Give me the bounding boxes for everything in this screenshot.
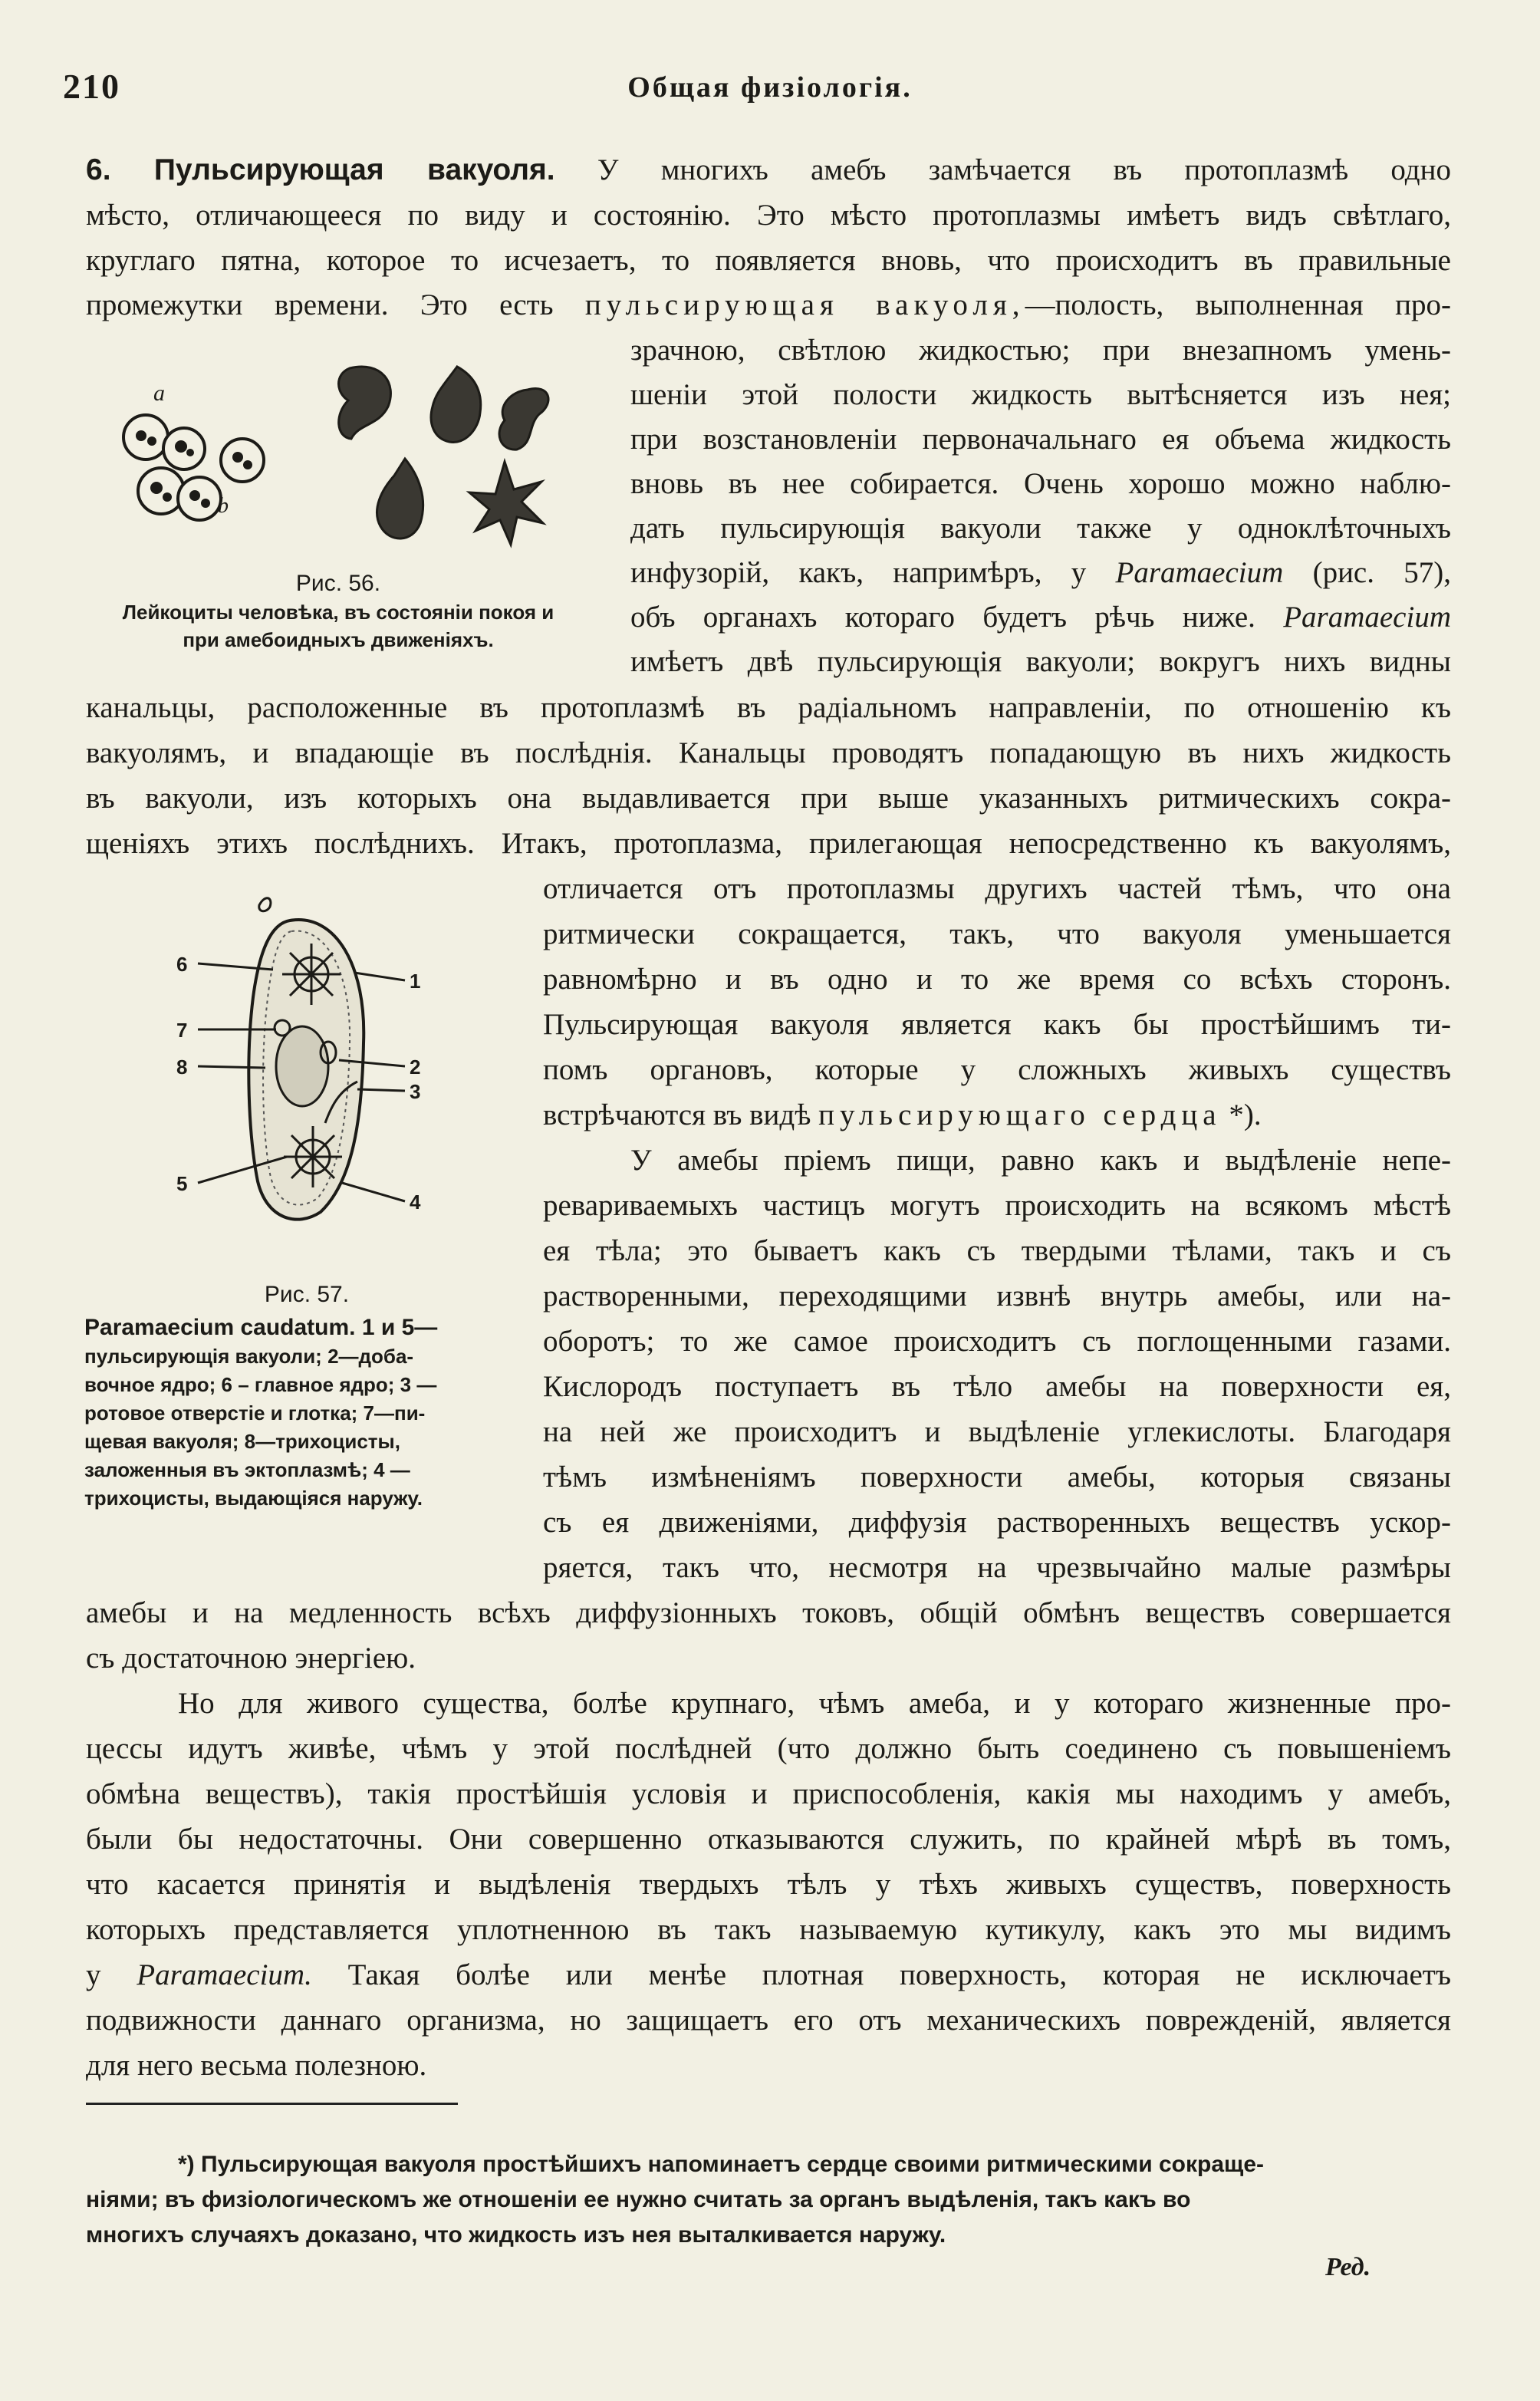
text-line: мѣсто, отличающееся по виду и состоянію. Это мѣсто протоплазмы имѣетъ видъ свѣтлаго, (86, 199, 1451, 232)
text-line: щеніяхъ этихъ послѣднихъ. Итакъ, протоплазма, прилегающая непосредственно къ вакуолямъ, (86, 827, 1451, 860)
text-span: *). (1229, 1098, 1262, 1131)
footnote-line: *) Пульсирующая вакуоля простѣйшихъ напоминаетъ сердце своими ритмическими сокраще- (178, 2152, 1265, 2177)
text-line: Пульсирующая вакуоля является какъ бы простѣйшимъ ти- (543, 1008, 1451, 1041)
figure-57-caption-line: пульсирующія вакуоли; 2—доба- (84, 1345, 414, 1368)
figure-label-7: 7 (176, 1019, 188, 1042)
text-line (86, 151, 1451, 189)
amoeboid-cell (377, 459, 423, 538)
figure-56-title: Рис. 56. (295, 571, 381, 596)
text-line: вакуолямъ, и впадающіе въ послѣднія. Канальцы проводятъ попадающую въ нихъ жидкость (86, 736, 1451, 769)
text-line: при возстановленіи первоначальнаго ея объема жидкость (630, 423, 1451, 456)
paramaecium-mouth-cilia (259, 898, 271, 911)
text-line: оборотъ; то же самое происходитъ съ поглощенными газами. (543, 1325, 1451, 1358)
text-line (630, 554, 1451, 592)
footnote-signature: Ред. (1325, 2253, 1371, 2281)
amoeboid-cell (499, 389, 548, 450)
text-line: Кислородъ поступаетъ въ тѣло амебы на поверхности ея, (543, 1370, 1451, 1403)
text-span: (рис. 57), (1312, 556, 1452, 589)
figure-56-caption-line: Лейкоциты человѣка, въ состояніи покоя и (122, 601, 554, 624)
text-span: встрѣчаются въ видѣ (543, 1098, 811, 1131)
text-line: растворенными, переходящими извнѣ внутрь амебы, или на- (543, 1280, 1451, 1312)
text-line: зрачною, свѣтлою жидкостью; при внезапномъ умень- (630, 334, 1451, 367)
main-nucleus (276, 1026, 328, 1106)
figure-56-caption-line: при амебоидныхъ движеніяхъ. (183, 628, 494, 651)
italic-term: Paramaecium (1283, 601, 1451, 634)
figure-57-caption-line: Paramaecium caudatum. 1 и 5— (84, 1315, 438, 1340)
leucocyte-cell (221, 439, 264, 482)
figure-label-b: b (218, 494, 229, 518)
text-line: съ достаточною энергіею. (86, 1642, 416, 1675)
text-line: Но для живого существа, болѣе крупнаго, чѣмъ амеба, и у котораго жизненные про- (178, 1687, 1451, 1720)
text-line: канальцы, расположенные въ протоплазмѣ въ радіальномъ направленіи, по отношенію къ (86, 691, 1451, 724)
amoeboid-cell (431, 367, 481, 443)
text-line: имѣетъ двѣ пульсирующія вакуоли; вокругъ нихъ видны (630, 645, 1451, 678)
footnote-rule (86, 2103, 458, 2105)
text-line (86, 286, 1451, 324)
page-number: 210 (63, 67, 120, 106)
figure-label-6: 6 (176, 953, 188, 976)
text-line: круглаго пятна, которое то исчезаетъ, то появляется вновь, что происходитъ въ правильные (86, 244, 1451, 277)
figure-56-caption (74, 569, 603, 654)
text-line: въ вакуоли, изъ которыхъ она выдавливается при выше указанныхъ ритмическихъ сокра- (86, 782, 1451, 815)
figure-label-1: 1 (410, 970, 421, 993)
italic-term: Paramaecium (1115, 556, 1284, 589)
spaced-term: пульсирующая вакуоля, (584, 288, 1025, 321)
text-line: амебы и на медленность всѣхъ диффузіонныхъ токовъ, общій обмѣнъ веществъ совершается (86, 1596, 1451, 1629)
spaced-term: пульсирующаго сердца (818, 1098, 1222, 1131)
footnote-line: ніями; въ физіологическомъ же отношеніи ее нужно считать за органъ выдѣленія, такъ какъ во (86, 2187, 1191, 2212)
figure-57-caption-line: вочное ядро; 6 – главное ядро; 3 — (84, 1373, 437, 1396)
figure-57-title: Рис. 57. (264, 1282, 350, 1307)
text-line: ревариваемыхъ частицъ могутъ происходить на всякомъ мѣстѣ (543, 1189, 1451, 1222)
text-line: равномѣрно и въ одно и то же время со всѣхъ сторонъ. (543, 963, 1451, 996)
text-line (630, 598, 1451, 637)
text-line: подвижности даннаго организма, но защищаетъ его отъ механическихъ поврежденій, является (86, 2004, 1451, 2037)
figure-label-4: 4 (410, 1191, 421, 1214)
footnote-line: многихъ случаяхъ доказано, что жидкость изъ нея выталкивается наружу. (86, 2222, 946, 2248)
text-line: на ней же происходитъ и выдѣленіе углекислоты. Благодаря (543, 1415, 1451, 1448)
figure-57-caption-line: ротовое отверстіе и глотка; 7—пи- (84, 1401, 426, 1424)
text-span: промежутки времени. Это есть (86, 288, 554, 321)
figure-57-paramaecium (175, 890, 451, 1266)
text-line: дать пульсирующія вакуоли также у одноклѣточныхъ (630, 512, 1451, 545)
running-title: Общая физіологія. (627, 71, 913, 104)
text-line: шеніи этой полости жидкость вытѣсняется изъ нея; (630, 378, 1451, 411)
text-span: инфузорій, какъ, напримѣръ, у (630, 556, 1087, 589)
text-line (86, 1956, 1451, 1994)
figure-label-5: 5 (176, 1172, 188, 1195)
text-line: что касается принятія и выдѣленія твердыхъ тѣлъ у тѣхъ живыхъ существъ, поверхность (86, 1868, 1451, 1901)
text-line: тѣмъ измѣненіямъ поверхности амебы, которыя связаны (543, 1461, 1451, 1494)
text-line: ряется, такъ что, несмотря на чрезвычайно малые размѣры (543, 1551, 1451, 1584)
figure-label-8: 8 (176, 1056, 188, 1079)
text-span: Такая болѣе или менѣе плотная поверхность, которая не исключаетъ (347, 1958, 1452, 1991)
text-line: обмѣна веществъ), такія простѣйшія условія и приспособленія, какія мы находимъ у амебъ, (86, 1777, 1451, 1810)
text-line: ритмически сокращается, такъ, что вакуоля уменьшается (543, 917, 1451, 950)
section-heading: 6. Пульсирующая вакуоля. (86, 153, 555, 186)
text-line (543, 1096, 1262, 1135)
leucocyte-cell (178, 477, 221, 520)
text-line: помъ органовъ, которые у сложныхъ живыхъ существъ (543, 1053, 1451, 1086)
figure-57-caption-line: щевая вакуоля; 8—трихоцисты, (84, 1430, 400, 1453)
text-line: съ ея движеніями, диффузія растворенныхъ веществъ ускор- (543, 1506, 1451, 1539)
italic-term: Paramaecium. (137, 1958, 312, 1991)
text-span: —полость, выполненная про- (1025, 288, 1451, 321)
amoeboid-cell (469, 462, 543, 545)
text-line: для него весьма полезною. (86, 2049, 427, 2082)
text-span: У многихъ амебъ замѣчается въ протоплазмѣ одно (597, 153, 1452, 186)
amoeboid-cell (339, 367, 391, 439)
figure-57-caption-line: заложенныя въ эктоплазмѣ; 4 — (84, 1458, 410, 1481)
text-line: были бы недостаточны. Они совершенно отказываются служить, по крайней мѣрѣ въ томъ, (86, 1823, 1451, 1856)
text-line: ея тѣла; это бываетъ какъ съ твердыми тѣлами, такъ и съ (543, 1234, 1451, 1267)
figure-label-2: 2 (410, 1056, 421, 1079)
text-line: У амебы пріемъ пищи, равно какъ и выдѣленіе непе- (630, 1144, 1451, 1177)
figure-label-a: a (153, 380, 165, 406)
figure-57-caption-line: трихоцисты, выдающіяся наружу. (84, 1487, 423, 1510)
text-span: у (86, 1958, 101, 1991)
text-line: цессы идутъ живѣе, чѣмъ у этой послѣдней (что должно быть соединено съ повышеніемъ (86, 1732, 1451, 1765)
text-span: объ органахъ котораго будетъ рѣчь ниже. (630, 601, 1255, 634)
text-line: которыхъ представляется уплотненною въ такъ называемую кутикулу, какъ это мы видимъ (86, 1913, 1451, 1946)
text-line: вновь въ нее собирается. Очень хорошо можно наблю- (630, 467, 1451, 500)
figure-56-leucocytes (90, 353, 551, 560)
text-line: отличается отъ протоплазмы другихъ частей тѣмъ, что она (543, 872, 1451, 905)
figure-label-3: 3 (410, 1080, 421, 1103)
